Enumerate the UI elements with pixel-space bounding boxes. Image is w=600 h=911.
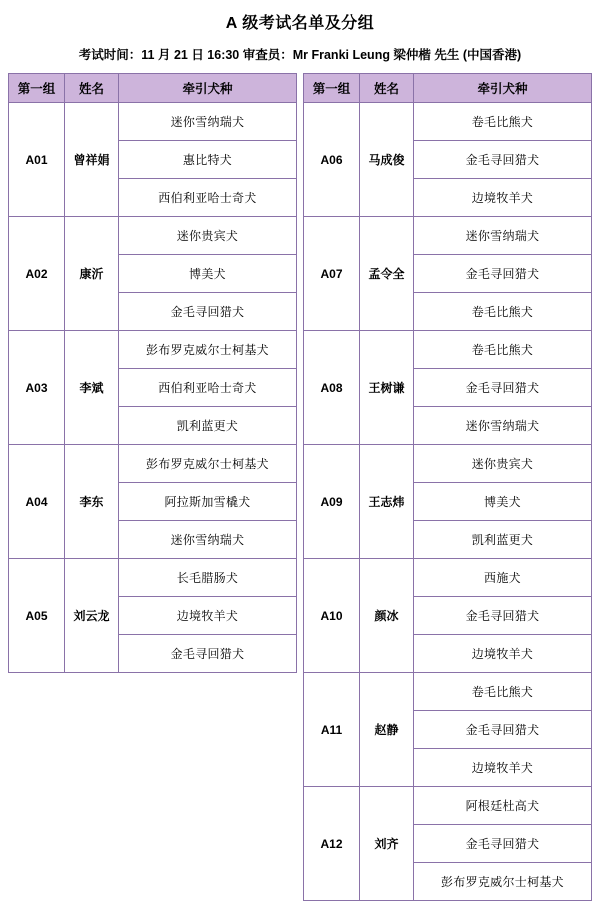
entrant-name: 刘云龙 [65,559,119,673]
entrant-name: 李斌 [65,331,119,445]
breed-cell: 卷毛比熊犬 [414,103,592,141]
entrant-name: 孟令全 [360,217,414,331]
page-title: A 级考试名单及分组 [225,15,375,32]
breed-cell: 卷毛比熊犬 [414,293,592,331]
column-header-breed: 牵引犬种 [414,74,592,103]
entrant-id: A01 [9,103,65,217]
column-header-name: 姓名 [360,74,414,103]
entrant-id: A04 [9,445,65,559]
table-row [304,103,592,141]
entrant-name: 曾祥娟 [65,103,119,217]
entrant-name: 李东 [65,445,119,559]
breed-cell: 长毛腊肠犬 [119,559,297,597]
breed-cell: 边境牧羊犬 [119,597,297,635]
table-row [304,445,592,483]
group-table-left [8,73,297,673]
table-row [9,331,297,369]
breed-cell: 西伯利亚哈士奇犬 [119,369,297,407]
table-row [9,559,297,597]
entrant-name: 颜冰 [360,559,414,673]
entrant-id: A09 [304,445,360,559]
groups-container [0,73,600,901]
breed-cell: 迷你贵宾犬 [414,445,592,483]
breed-cell: 惠比特犬 [119,141,297,179]
breed-cell: 边境牧羊犬 [414,749,592,787]
entrant-id: A05 [9,559,65,673]
breed-cell: 阿根廷杜高犬 [414,787,592,825]
column-header-group: 第一组 [304,74,360,103]
breed-cell: 金毛寻回猎犬 [414,255,592,293]
table-row [9,217,297,255]
exam-info-line: 考试时间：11 月 21 日 16:30 审查员：Mr Franki Leung 梁仲楷 先生 (中国香港) [78,48,522,62]
breed-cell: 彭布罗克威尔士柯基犬 [414,863,592,901]
breed-cell: 西施犬 [414,559,592,597]
entrant-name: 马成俊 [360,103,414,217]
column-header-group: 第一组 [9,74,65,103]
breed-cell: 博美犬 [119,255,297,293]
column-header-breed: 牵引犬种 [119,74,297,103]
breed-cell: 金毛寻回猎犬 [414,825,592,863]
breed-cell: 阿拉斯加雪橇犬 [119,483,297,521]
breed-cell: 彭布罗克威尔士柯基犬 [119,445,297,483]
entrant-name: 赵静 [360,673,414,787]
table-header-row [9,74,297,103]
entrant-id: A06 [304,103,360,217]
breed-cell: 金毛寻回猎犬 [414,369,592,407]
entrant-id: A12 [304,787,360,901]
breed-cell: 边境牧羊犬 [414,179,592,217]
entrant-name: 刘齐 [360,787,414,901]
entrant-name: 康沂 [65,217,119,331]
entrant-id: A07 [304,217,360,331]
breed-cell: 迷你贵宾犬 [119,217,297,255]
entrant-id: A03 [9,331,65,445]
entrant-id: A11 [304,673,360,787]
breed-cell: 迷你雪纳瑞犬 [119,521,297,559]
breed-cell: 西伯利亚哈士奇犬 [119,179,297,217]
table-row [304,787,592,825]
breed-cell: 博美犬 [414,483,592,521]
breed-cell: 金毛寻回猎犬 [414,141,592,179]
table-row [9,445,297,483]
table-row [304,331,592,369]
breed-cell: 卷毛比熊犬 [414,673,592,711]
entrant-name: 王志炜 [360,445,414,559]
column-header-name: 姓名 [65,74,119,103]
breed-cell: 迷你雪纳瑞犬 [414,407,592,445]
table-header-row [304,74,592,103]
breed-cell: 金毛寻回猎犬 [119,293,297,331]
breed-cell: 凯利蓝更犬 [414,521,592,559]
breed-cell: 凯利蓝更犬 [119,407,297,445]
entrant-id: A08 [304,331,360,445]
table-row [9,103,297,141]
breed-cell: 迷你雪纳瑞犬 [119,103,297,141]
breed-cell: 彭布罗克威尔士柯基犬 [119,331,297,369]
breed-cell: 卷毛比熊犬 [414,331,592,369]
entrant-id: A10 [304,559,360,673]
breed-cell: 金毛寻回猎犬 [414,597,592,635]
entrant-name: 王树谦 [360,331,414,445]
table-row [304,217,592,255]
group-table-right [303,73,592,901]
entrant-id: A02 [9,217,65,331]
table-row [304,559,592,597]
breed-cell: 边境牧羊犬 [414,635,592,673]
breed-cell: 金毛寻回猎犬 [414,711,592,749]
breed-cell: 金毛寻回猎犬 [119,635,297,673]
breed-cell: 迷你雪纳瑞犬 [414,217,592,255]
table-row [304,673,592,711]
